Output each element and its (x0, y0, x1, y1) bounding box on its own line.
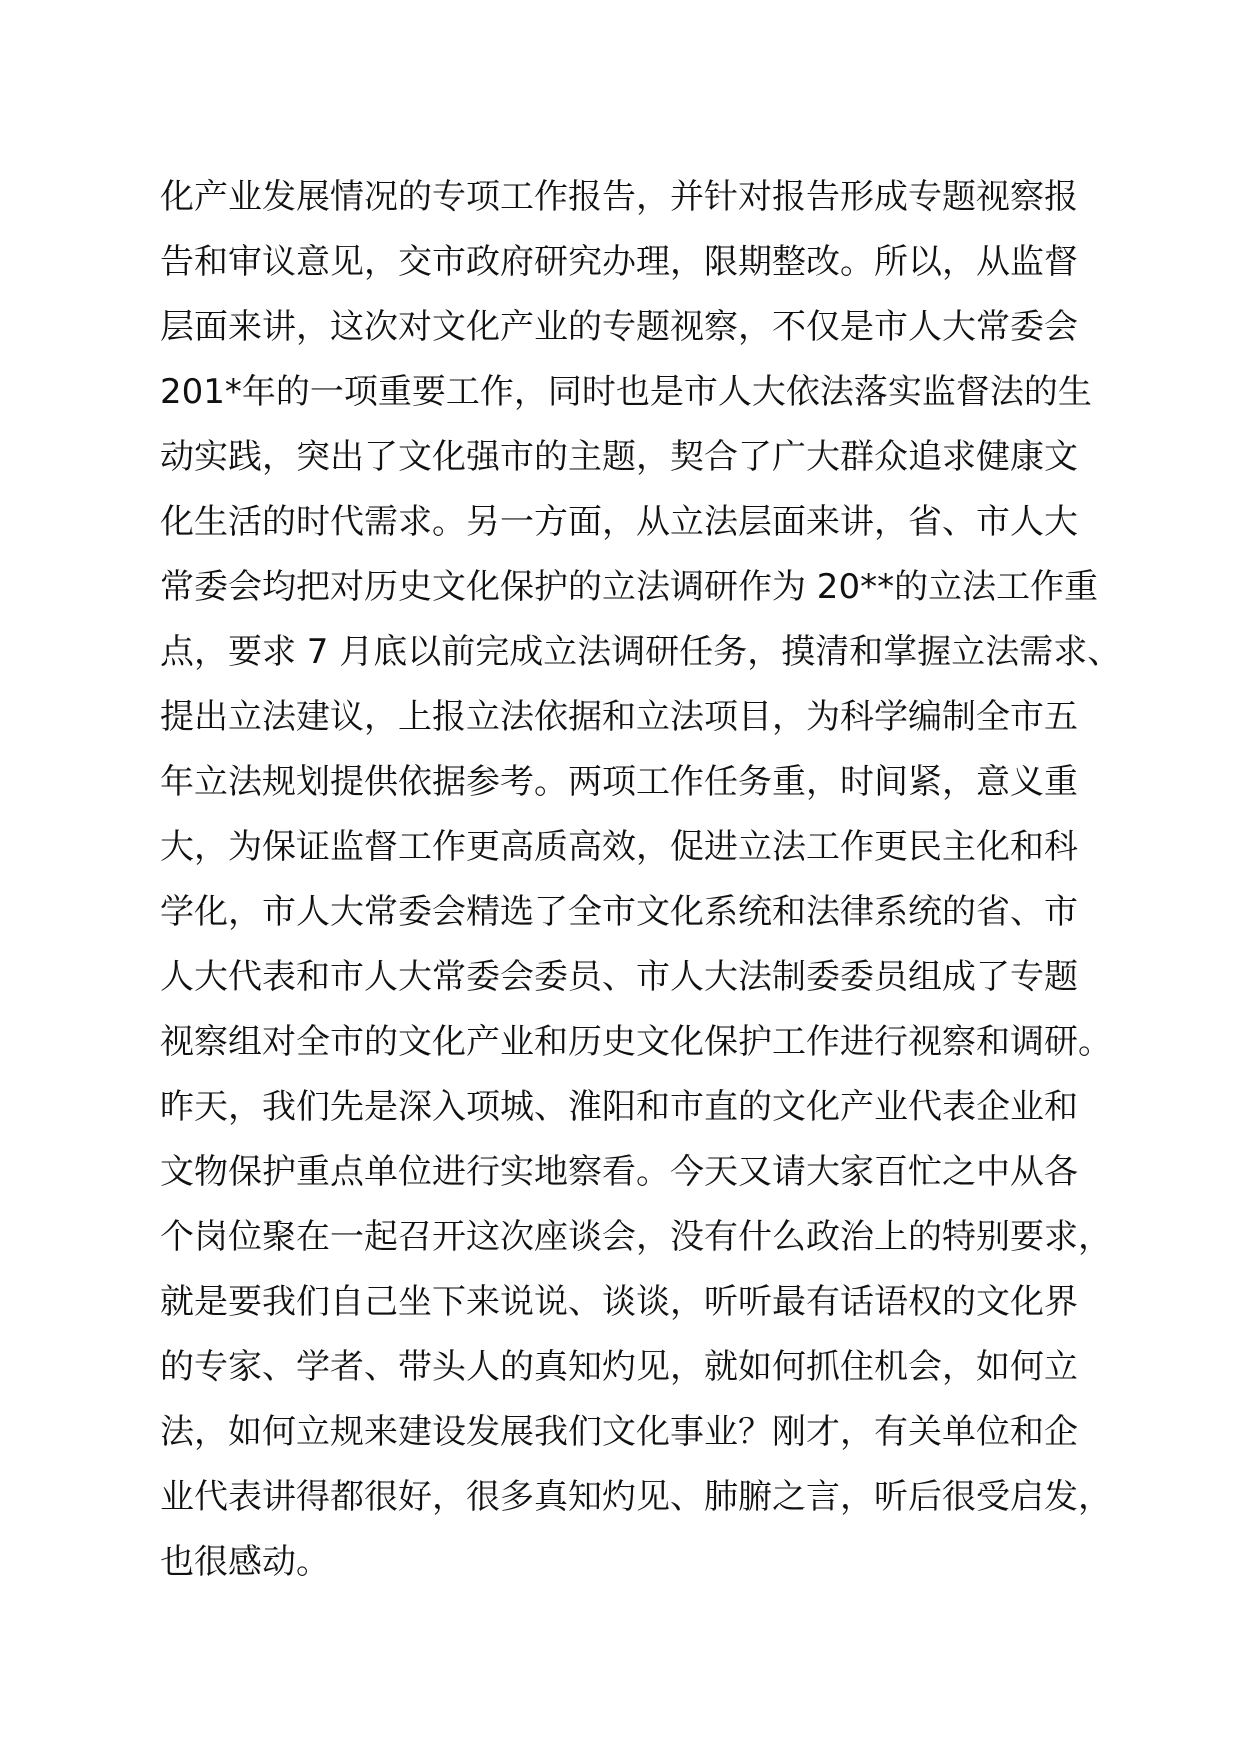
text-line-1: 化产业发展情况的专项工作报告，并针对报告形成专题视察报 (160, 177, 1078, 217)
text-line-8: 点，要求 7 月底以前完成立法调研任务，摸清和掌握立法需求、 (160, 632, 1122, 672)
body-paragraph (160, 165, 1120, 1595)
text-line-11: 大，为保证监督工作更高质高效，促进立法工作更民主化和科 (160, 827, 1078, 867)
text-line-19: 的专家、学者、带头人的真知灼见，就如何抓住机会，如何立 (160, 1347, 1078, 1387)
text-line-10: 年立法规划提供依据参考。两项工作任务重，时间紧，意义重 (160, 762, 1078, 802)
text-line-21: 业代表讲得都很好，很多真知灼见、肺腑之言，听后很受启发， (160, 1477, 1112, 1517)
text-line-20: 法，如何立规来建设发展我们文化事业？刚才，有关单位和企 (160, 1412, 1078, 1452)
text-line-15: 昨天，我们先是深入项城、淮阳和市直的文化产业代表企业和 (160, 1087, 1078, 1127)
text-line-13: 人大代表和市人大常委会委员、市人大法制委委员组成了专题 (160, 957, 1078, 997)
text-line-7: 常委会均把对历史文化保护的立法调研作为 20**的立法工作重 (160, 567, 1099, 607)
text-line-14: 视察组对全市的文化产业和历史文化保护工作进行视察和调研。 (160, 1022, 1112, 1062)
text-line-16: 文物保护重点单位进行实地察看。今天又请大家百忙之中从各 (160, 1152, 1078, 1192)
text-line-12: 学化，市人大常委会精选了全市文化系统和法律系统的省、市 (160, 892, 1078, 932)
text-line-3: 层面来讲，这次对文化产业的专题视察，不仅是市人大常委会 (160, 307, 1078, 347)
text-line-22: 也很感动。 (160, 1542, 330, 1582)
text-line-5: 动实践，突出了文化强市的主题，契合了广大群众追求健康文 (160, 437, 1078, 477)
text-line-18: 就是要我们自己坐下来说说、谈谈，听听最有话语权的文化界 (160, 1282, 1078, 1322)
text-line-9: 提出立法建议，上报立法依据和立法项目，为科学编制全市五 (160, 697, 1078, 737)
text-line-4: 201*年的一项重要工作，同时也是市人大依法落实监督法的生 (160, 372, 1092, 412)
text-line-2: 告和审议意见，交市政府研究办理，限期整改。所以，从监督 (160, 242, 1078, 282)
text-line-6: 化生活的时代需求。另一方面，从立法层面来讲，省、市人大 (160, 502, 1078, 542)
text-line-17: 个岗位聚在一起召开这次座谈会，没有什么政治上的特别要求， (160, 1217, 1112, 1257)
